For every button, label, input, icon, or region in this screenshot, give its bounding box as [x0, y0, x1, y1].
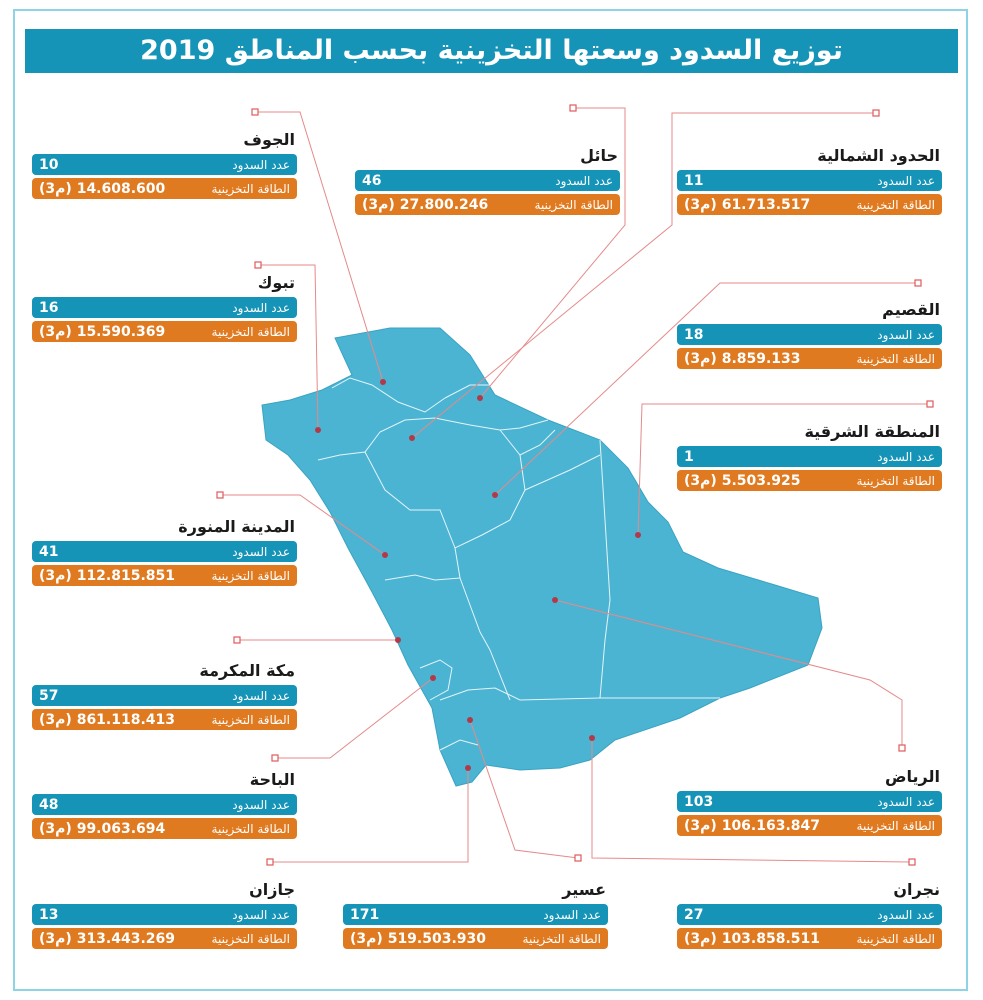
dams-count-label: عدد السدود [877, 449, 935, 464]
storage-capacity-label: الطاقة التخزينية [856, 818, 935, 833]
connector-baha [275, 678, 433, 758]
dams-count-value: 16 [39, 299, 59, 316]
storage-capacity-value: 519.503.930 (م3) [350, 930, 487, 947]
dams-count-value: 27 [684, 906, 704, 923]
storage-capacity-bar [32, 565, 297, 586]
storage-capacity-label: الطاقة التخزينية [856, 931, 935, 946]
dams-count-label: عدد السدود [232, 797, 290, 812]
dams-count-bar [677, 324, 942, 345]
dams-count-bar [32, 541, 297, 562]
storage-capacity-value: 112.815.851 (م3) [39, 567, 176, 584]
storage-capacity-label: الطاقة التخزينية [856, 197, 935, 212]
region-name: جازان [249, 880, 295, 899]
dams-count-value: 103 [684, 793, 714, 810]
dams-count-value: 171 [350, 906, 380, 923]
dams-count-label: عدد السدود [555, 173, 613, 188]
storage-capacity-bar [32, 178, 297, 199]
dams-count-bar [677, 170, 942, 191]
dams-count-bar [677, 904, 942, 925]
dams-count-value: 48 [39, 796, 59, 813]
dams-count-value: 11 [684, 172, 704, 189]
region-northern-borders [677, 145, 942, 215]
dams-count-bar [32, 685, 297, 706]
storage-capacity-label: الطاقة التخزينية [211, 712, 290, 727]
dams-count-bar [32, 154, 297, 175]
dams-count-label: عدد السدود [232, 688, 290, 703]
map-shape [262, 328, 822, 786]
storage-capacity-value: 313.443.269 (م3) [39, 930, 176, 947]
dams-count-label: عدد السدود [232, 544, 290, 559]
dams-count-value: 13 [39, 906, 59, 923]
dams-count-value: 1 [684, 448, 694, 465]
region-riyadh [677, 766, 942, 836]
storage-capacity-value: 103.858.511 (م3) [684, 930, 821, 947]
region-qassim [677, 299, 942, 369]
storage-capacity-bar [677, 928, 942, 949]
region-asir [343, 879, 608, 949]
dams-count-bar [677, 791, 942, 812]
dams-count-value: 46 [362, 172, 382, 189]
dams-count-bar [343, 904, 608, 925]
storage-capacity-value: 8.859.133 (م3) [684, 350, 801, 367]
dams-count-label: عدد السدود [877, 794, 935, 809]
storage-capacity-label: الطاقة التخزينية [211, 821, 290, 836]
storage-capacity-value: 99.063.694 (م3) [39, 820, 166, 837]
page-title: توزيع السدود وسعتها التخزينية بحسب المناطق 2019 [25, 29, 958, 73]
region-najran [677, 879, 942, 949]
storage-capacity-bar [677, 348, 942, 369]
region-name: القصيم [882, 300, 940, 319]
dams-count-bar [32, 297, 297, 318]
region-name: الرياض [885, 767, 940, 786]
storage-capacity-label: الطاقة التخزينية [522, 931, 601, 946]
storage-capacity-value: 14.608.600 (م3) [39, 180, 166, 197]
storage-capacity-bar [32, 928, 297, 949]
dams-count-value: 57 [39, 687, 59, 704]
dams-count-label: عدد السدود [232, 300, 290, 315]
dams-count-label: عدد السدود [232, 907, 290, 922]
region-jouf [32, 129, 297, 199]
region-hail [355, 145, 620, 215]
dams-count-label: عدد السدود [877, 907, 935, 922]
connector-jazan [270, 768, 468, 862]
dams-count-bar [32, 794, 297, 815]
region-name: حائل [580, 146, 618, 165]
dams-count-label: عدد السدود [877, 327, 935, 342]
storage-capacity-label: الطاقة التخزينية [211, 324, 290, 339]
region-tabuk [32, 272, 297, 342]
storage-capacity-value: 61.713.517 (م3) [684, 196, 811, 213]
region-makkah [32, 660, 297, 730]
storage-capacity-label: الطاقة التخزينية [856, 351, 935, 366]
storage-capacity-value: 861.118.413 (م3) [39, 711, 176, 728]
region-eastern [677, 421, 942, 491]
dams-count-label: عدد السدود [232, 157, 290, 172]
region-name: المدينة المنورة [178, 517, 295, 536]
storage-capacity-label: الطاقة التخزينية [211, 568, 290, 583]
storage-capacity-bar [677, 815, 942, 836]
region-name: الجوف [243, 130, 295, 149]
dams-count-value: 10 [39, 156, 59, 173]
region-name: المنطقة الشرقية [804, 422, 940, 441]
region-name: تبوك [257, 273, 295, 292]
storage-capacity-bar [355, 194, 620, 215]
storage-capacity-value: 5.503.925 (م3) [684, 472, 801, 489]
dams-count-label: عدد السدود [877, 173, 935, 188]
storage-capacity-value: 15.590.369 (م3) [39, 323, 166, 340]
region-madinah [32, 516, 297, 586]
region-name: الحدود الشمالية [817, 146, 940, 165]
region-name: عسير [562, 880, 606, 899]
dams-count-value: 18 [684, 326, 704, 343]
storage-capacity-bar [343, 928, 608, 949]
storage-capacity-bar [677, 470, 942, 491]
region-name: الباحة [249, 770, 295, 789]
dams-count-bar [677, 446, 942, 467]
storage-capacity-label: الطاقة التخزينية [211, 931, 290, 946]
dams-count-bar [355, 170, 620, 191]
storage-capacity-bar [32, 818, 297, 839]
dams-count-bar [32, 904, 297, 925]
storage-capacity-bar [32, 709, 297, 730]
storage-capacity-bar [32, 321, 297, 342]
storage-capacity-label: الطاقة التخزينية [211, 181, 290, 196]
region-jazan [32, 879, 297, 949]
region-name: نجران [893, 880, 940, 899]
region-baha [32, 769, 297, 839]
storage-capacity-bar [677, 194, 942, 215]
dams-count-value: 41 [39, 543, 59, 560]
dams-count-label: عدد السدود [543, 907, 601, 922]
region-name: مكة المكرمة [199, 661, 295, 680]
storage-capacity-value: 27.800.246 (م3) [362, 196, 489, 213]
storage-capacity-value: 106.163.847 (م3) [684, 817, 821, 834]
storage-capacity-label: الطاقة التخزينية [534, 197, 613, 212]
storage-capacity-label: الطاقة التخزينية [856, 473, 935, 488]
